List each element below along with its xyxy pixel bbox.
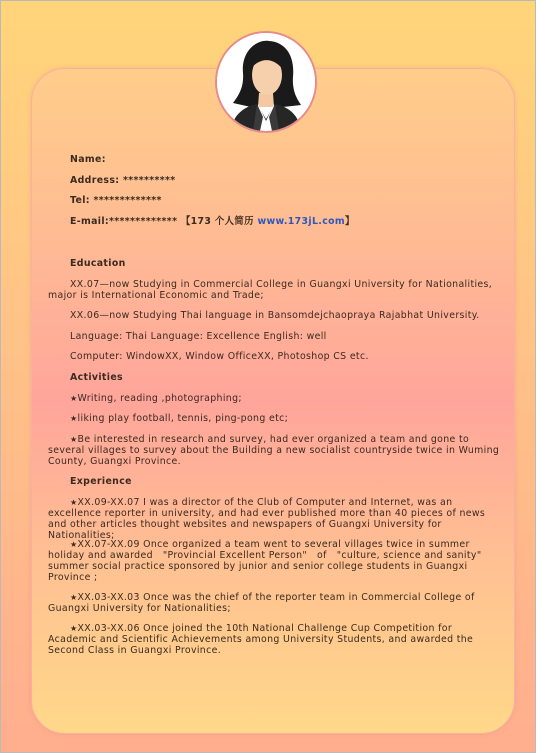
email-label: E-mail: bbox=[70, 216, 110, 227]
experience-item-text: XX.03-XX.03 Once was the chief of the reporter team in Commercial College of Guangxi University for Nationalities; bbox=[48, 592, 475, 614]
experience-heading: Experience bbox=[70, 476, 132, 487]
education-item-1: XX.07—now Studying in Commercial College in Guangxi University for Nationalities, major is International Economic and Trade; bbox=[48, 279, 493, 301]
tel-value: ************* bbox=[93, 195, 162, 206]
name-label: Name: bbox=[70, 154, 106, 165]
tel-label: Tel: bbox=[70, 195, 90, 206]
education-item-2: XX.06—now Studying Thai language in Bansomdejchaopraya Rajabhat University. bbox=[70, 310, 480, 321]
star-icon: ★ bbox=[70, 394, 78, 403]
experience-item-text: XX.07-XX.09 Once organized a team went to several villages twice in summer holiday and awarded "Provincial Excellent Person" of "culture, science and sanity" summer social practice sponsored by junior and senior college students in Guangxi Province ; bbox=[48, 539, 482, 583]
activities-item-2 bbox=[48, 413, 288, 424]
activities-item-3 bbox=[48, 434, 503, 467]
email-line bbox=[48, 216, 355, 227]
experience-item-3 bbox=[48, 592, 503, 614]
watermark-open: 【173 个人简历 bbox=[180, 216, 254, 227]
education-item-4: Computer: WindowXX, Window OfficeXX, Photoshop CS etc. bbox=[70, 351, 369, 362]
email-value: ************* bbox=[109, 216, 178, 227]
experience-item-1 bbox=[48, 497, 503, 541]
star-icon: ★ bbox=[70, 540, 78, 549]
star-icon: ★ bbox=[70, 593, 78, 602]
star-icon: ★ bbox=[70, 498, 78, 507]
star-icon: ★ bbox=[70, 414, 78, 423]
address-line bbox=[48, 175, 176, 186]
activities-item-1 bbox=[48, 393, 242, 404]
activities-item-text: liking play football, tennis, ping-pong etc; bbox=[77, 413, 289, 424]
name-line bbox=[48, 154, 106, 165]
address-label: Address: bbox=[70, 175, 120, 186]
experience-item-2 bbox=[48, 539, 503, 583]
woman-avatar-icon bbox=[217, 33, 315, 131]
experience-item-4 bbox=[48, 623, 503, 656]
address-value: ********** bbox=[123, 175, 176, 186]
experience-item-text: XX.09-XX.07 I was a director of the Club of Computer and Internet, was an excellence reporter in university, and had ever published more than 40 pieces of news and other articles thought websites and newspapers of Guangxi University for Nationalities; bbox=[48, 497, 486, 541]
activities-item-text: Be interested in research and survey, had ever organized a team and gone to several villages to survey about the Building a new socialist countryside twice in Wuming County, Guangxi Province. bbox=[48, 434, 500, 467]
watermark-link[interactable]: www.173jL.com bbox=[257, 216, 346, 227]
experience-item-text: XX.03-XX.06 Once joined the 10th National Challenge Cup Competition for Academic and Scientific Achievements among University Students, and awarded the Second Class in Guangxi Province. bbox=[48, 623, 474, 656]
education-item-3: Language: Thai Language: Excellence English: well bbox=[70, 331, 327, 342]
watermark-close: 】 bbox=[345, 216, 355, 227]
education-heading: Education bbox=[70, 258, 126, 269]
activities-heading: Activities bbox=[70, 372, 123, 383]
avatar bbox=[215, 31, 317, 133]
activities-item-text: Writing, reading ,photographing; bbox=[77, 393, 242, 404]
star-icon: ★ bbox=[70, 435, 78, 444]
tel-line bbox=[48, 195, 162, 206]
star-icon: ★ bbox=[70, 624, 78, 633]
